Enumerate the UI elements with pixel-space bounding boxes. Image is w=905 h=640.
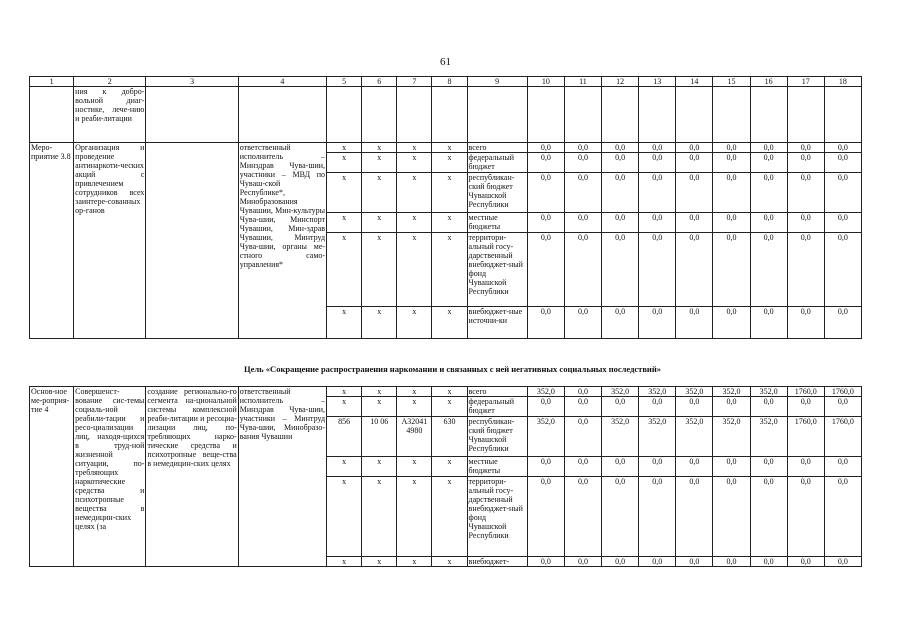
- funding-value: 0,0: [639, 307, 676, 339]
- goal-heading: Цель «Сокращение распространения наркомании и связанных с ней негативных социальных последствий»: [244, 364, 661, 374]
- expense-type-code: x: [432, 397, 467, 417]
- funding-value: 352,0: [676, 387, 713, 397]
- funding-value: 0,0: [750, 477, 787, 557]
- funding-value: 0,0: [676, 153, 713, 173]
- funding-value: 0,0: [602, 233, 639, 307]
- expense-type-code: x: [432, 173, 467, 213]
- section-code: 10 06: [362, 417, 397, 457]
- funding-value: 0,0: [527, 457, 564, 477]
- funding-value: 0,0: [713, 213, 750, 233]
- funding-value: 0,0: [787, 173, 824, 213]
- funding-value: 352,0: [527, 387, 564, 397]
- col-header: 5: [327, 77, 362, 87]
- funding-value: 0,0: [639, 213, 676, 233]
- funding-value: 0,0: [602, 173, 639, 213]
- funding-value: 0,0: [750, 557, 787, 567]
- funding-value: 0,0: [564, 307, 601, 339]
- funding-value: 352,0: [527, 417, 564, 457]
- target-article-code: А32041 4980: [397, 417, 432, 457]
- funding-value: 0,0: [527, 153, 564, 173]
- col-header: 4: [238, 77, 326, 87]
- grbs-code: x: [327, 233, 362, 307]
- funding-value: 0,0: [527, 477, 564, 557]
- funding-source: республикан-ский бюджет Чувашской Республики: [467, 173, 527, 213]
- expense-type-code: x: [432, 477, 467, 557]
- activity-id: Меро-приятие 3.8: [30, 143, 74, 339]
- responsible-executor: ответственный исполнитель – Минздрав Чува-шии, участники – Минтруд Чува-шии, Минобразо-вания Чувашии: [238, 387, 326, 567]
- funding-value: 0,0: [527, 213, 564, 233]
- grbs-code: 856: [327, 417, 362, 457]
- col-header: 13: [639, 77, 676, 87]
- funding-value: 352,0: [750, 417, 787, 457]
- funding-value: 0,0: [564, 557, 601, 567]
- funding-value: 0,0: [602, 557, 639, 567]
- funding-value: 0,0: [564, 397, 601, 417]
- funding-value: 0,0: [639, 143, 676, 153]
- col-header: 10: [527, 77, 564, 87]
- funding-value: 0,0: [602, 153, 639, 173]
- funding-value: 0,0: [639, 557, 676, 567]
- funding-value: 0,0: [713, 477, 750, 557]
- target-article-code: x: [397, 233, 432, 307]
- funding-value: 0,0: [787, 213, 824, 233]
- funding-source: республикан-ский бюджет Чувашской Республики: [467, 417, 527, 457]
- funding-source: всего: [467, 143, 527, 153]
- funding-value: 0,0: [824, 233, 861, 307]
- funding-value: 352,0: [713, 387, 750, 397]
- col-header: 17: [787, 77, 824, 87]
- funding-value: 0,0: [676, 477, 713, 557]
- section-code: x: [362, 397, 397, 417]
- funding-value: 0,0: [676, 173, 713, 213]
- funding-value: 0,0: [750, 457, 787, 477]
- funding-value: 0,0: [750, 143, 787, 153]
- target-article-code: x: [397, 173, 432, 213]
- funding-value: 0,0: [713, 307, 750, 339]
- grbs-code: x: [327, 387, 362, 397]
- grbs-code: x: [327, 213, 362, 233]
- funding-value: 0,0: [602, 213, 639, 233]
- col-header: 3: [146, 77, 238, 87]
- activity-task: [146, 143, 238, 339]
- funding-value: 0,0: [787, 233, 824, 307]
- target-article-code: x: [397, 153, 432, 173]
- funding-value: 0,0: [527, 557, 564, 567]
- funding-value: 0,0: [564, 457, 601, 477]
- funding-value: 0,0: [824, 397, 861, 417]
- expense-type-code: x: [432, 557, 467, 567]
- funding-value: 352,0: [602, 387, 639, 397]
- target-article-code: x: [397, 213, 432, 233]
- funding-value: 0,0: [564, 387, 601, 397]
- section-code: x: [362, 457, 397, 477]
- funding-value: 0,0: [750, 173, 787, 213]
- funding-value: 0,0: [824, 557, 861, 567]
- col-header: 18: [824, 77, 861, 87]
- funding-value: 0,0: [787, 307, 824, 339]
- col-header: 7: [397, 77, 432, 87]
- funding-value: 0,0: [750, 213, 787, 233]
- funding-value: 0,0: [564, 213, 601, 233]
- funding-value: 0,0: [787, 143, 824, 153]
- funding-value: 0,0: [527, 173, 564, 213]
- funding-value: 0,0: [713, 457, 750, 477]
- section-code: x: [362, 213, 397, 233]
- funding-value: 352,0: [676, 417, 713, 457]
- funding-value: 0,0: [713, 153, 750, 173]
- funding-value: 0,0: [750, 233, 787, 307]
- funding-value: 0,0: [824, 153, 861, 173]
- col-header: 9: [467, 77, 527, 87]
- section-code: x: [362, 387, 397, 397]
- funding-value: 0,0: [824, 173, 861, 213]
- funding-value: 0,0: [713, 557, 750, 567]
- funding-value: 0,0: [787, 477, 824, 557]
- column-number-row: [30, 77, 862, 87]
- funding-row: [30, 387, 862, 397]
- target-article-code: x: [397, 143, 432, 153]
- funding-value: 0,0: [750, 153, 787, 173]
- funding-value: 0,0: [787, 397, 824, 417]
- funding-value: 0,0: [564, 477, 601, 557]
- section-code: x: [362, 307, 397, 339]
- expense-type-code: x: [432, 457, 467, 477]
- target-article-code: x: [397, 477, 432, 557]
- funding-source: федеральный бюджет: [467, 153, 527, 173]
- funding-value: 0,0: [602, 477, 639, 557]
- section-code: x: [362, 153, 397, 173]
- section-code: x: [362, 233, 397, 307]
- funding-value: 0,0: [676, 457, 713, 477]
- grbs-code: x: [327, 143, 362, 153]
- funding-value: 0,0: [564, 143, 601, 153]
- funding-value: 0,0: [676, 307, 713, 339]
- funding-value: 0,0: [676, 143, 713, 153]
- funding-source: всего: [467, 387, 527, 397]
- funding-source: территори-альный госу-дарственный внебюджет-ный фонд Чувашской Республики: [467, 233, 527, 307]
- continuation-row: [30, 87, 862, 143]
- section-code: x: [362, 557, 397, 567]
- funding-value: 0,0: [639, 153, 676, 173]
- main-activity-4: [30, 387, 862, 567]
- funding-value: 0,0: [564, 417, 601, 457]
- funding-value: 0,0: [527, 307, 564, 339]
- expense-type-code: x: [432, 213, 467, 233]
- funding-value: 0,0: [676, 233, 713, 307]
- section-code: x: [362, 477, 397, 557]
- funding-value: 352,0: [713, 417, 750, 457]
- expense-type-code: x: [432, 153, 467, 173]
- funding-value: 0,0: [602, 457, 639, 477]
- funding-value: 0,0: [750, 397, 787, 417]
- grbs-code: x: [327, 557, 362, 567]
- funding-value: 352,0: [639, 387, 676, 397]
- funding-value: 0,0: [713, 397, 750, 417]
- col-header: 2: [74, 77, 146, 87]
- expense-type-code: x: [432, 233, 467, 307]
- funding-source: территори-альный госу-дарственный внебюджет-ный фонд Чувашской Республики: [467, 477, 527, 557]
- funding-value: 0,0: [713, 233, 750, 307]
- target-article-code: x: [397, 397, 432, 417]
- funding-value: 0,0: [824, 213, 861, 233]
- funding-value: 0,0: [824, 457, 861, 477]
- expense-type-code: x: [432, 307, 467, 339]
- responsible-executor: ответственный исполнитель – Минздрав Чува-шии, участники – МВД по Чуваш-ской Республике*, Минобразования Чувашии, Мин-культуры Чува-шии, Минспорт Чувашии, Мин-здрав Чувашии, Минтруд Чува-шии, органы ме-стного само-управления*: [238, 143, 326, 339]
- col-header: 11: [564, 77, 601, 87]
- funding-value: 0,0: [713, 143, 750, 153]
- grbs-code: x: [327, 307, 362, 339]
- funding-value: 1760,0: [787, 417, 824, 457]
- funding-value: 0,0: [564, 153, 601, 173]
- col-header: 6: [362, 77, 397, 87]
- col-header: 16: [750, 77, 787, 87]
- funding-value: 0,0: [676, 397, 713, 417]
- funding-value: 0,0: [564, 173, 601, 213]
- funding-value: 0,0: [639, 233, 676, 307]
- grbs-code: x: [327, 153, 362, 173]
- funding-value: 352,0: [602, 417, 639, 457]
- activity-name: Организация и проведение антинаркоти-ческих акций с привлечением сотрудников всех заинтере-сованных ор-ганов: [74, 143, 146, 339]
- funding-value: 352,0: [639, 417, 676, 457]
- funding-value: 1760,0: [787, 387, 824, 397]
- funding-value: 0,0: [639, 457, 676, 477]
- funding-value: 0,0: [639, 397, 676, 417]
- funding-source: местные бюджеты: [467, 213, 527, 233]
- funding-value: 1760,0: [824, 417, 861, 457]
- expense-type-code: 630: [432, 417, 467, 457]
- program-table-bottom: [29, 386, 862, 567]
- funding-value: 0,0: [750, 307, 787, 339]
- funding-value: 0,0: [602, 143, 639, 153]
- activity-id: Основ-ное ме-роприя-тие 4: [30, 387, 74, 567]
- funding-value: 0,0: [787, 557, 824, 567]
- funding-value: 0,0: [713, 173, 750, 213]
- program-table-top: [29, 76, 862, 339]
- funding-value: 0,0: [602, 397, 639, 417]
- funding-value: 0,0: [824, 143, 861, 153]
- activity-3-8: [30, 143, 862, 339]
- col-header: 12: [602, 77, 639, 87]
- funding-value: 0,0: [527, 143, 564, 153]
- funding-value: 1760,0: [824, 387, 861, 397]
- funding-value: 0,0: [602, 307, 639, 339]
- col-header: 1: [30, 77, 74, 87]
- grbs-code: x: [327, 173, 362, 213]
- col-header: 14: [676, 77, 713, 87]
- funding-value: 0,0: [676, 213, 713, 233]
- funding-value: 0,0: [639, 173, 676, 213]
- section-code: x: [362, 143, 397, 153]
- funding-value: 0,0: [527, 233, 564, 307]
- funding-value: 0,0: [639, 477, 676, 557]
- grbs-code: x: [327, 457, 362, 477]
- activity-name: Совершенст-вование сис-темы социаль-ной реабили-тации и ресо-циализации лиц, находя-щихся в труд-ной жизненной ситуации, по-требляющих наркотические средства и психотропные вещества в немедицин-ских целях (за: [74, 387, 146, 567]
- funding-value: 352,0: [750, 387, 787, 397]
- expense-type-code: x: [432, 387, 467, 397]
- funding-value: 0,0: [787, 457, 824, 477]
- funding-value: 0,0: [824, 307, 861, 339]
- expense-type-code: x: [432, 143, 467, 153]
- target-article-code: x: [397, 307, 432, 339]
- funding-value: 0,0: [527, 397, 564, 417]
- target-article-code: x: [397, 387, 432, 397]
- funding-source: внебюджет-: [467, 557, 527, 567]
- col-header: 8: [432, 77, 467, 87]
- funding-value: 0,0: [676, 557, 713, 567]
- activity-task: создание регионально-го сегмента на-циональной системы комплексной реаби-литации и ресоциа-лизации лиц, по-требляющих нарко-тические средства и психотропные веще-ства в немедицин-ских целях: [146, 387, 238, 567]
- continuation-text: ния к добро-вольной диаг-ностике, лече-нию и реаби-литации: [74, 87, 146, 143]
- section-code: x: [362, 173, 397, 213]
- funding-value: 0,0: [564, 233, 601, 307]
- funding-source: местные бюджеты: [467, 457, 527, 477]
- target-article-code: x: [397, 557, 432, 567]
- funding-value: 0,0: [824, 477, 861, 557]
- funding-source: внебюджет-ные источни-ки: [467, 307, 527, 339]
- funding-row: [30, 143, 862, 153]
- target-article-code: x: [397, 457, 432, 477]
- funding-value: 0,0: [787, 153, 824, 173]
- grbs-code: x: [327, 397, 362, 417]
- col-header: 15: [713, 77, 750, 87]
- page-number: 61: [440, 56, 451, 68]
- funding-source: федеральный бюджет: [467, 397, 527, 417]
- grbs-code: x: [327, 477, 362, 557]
